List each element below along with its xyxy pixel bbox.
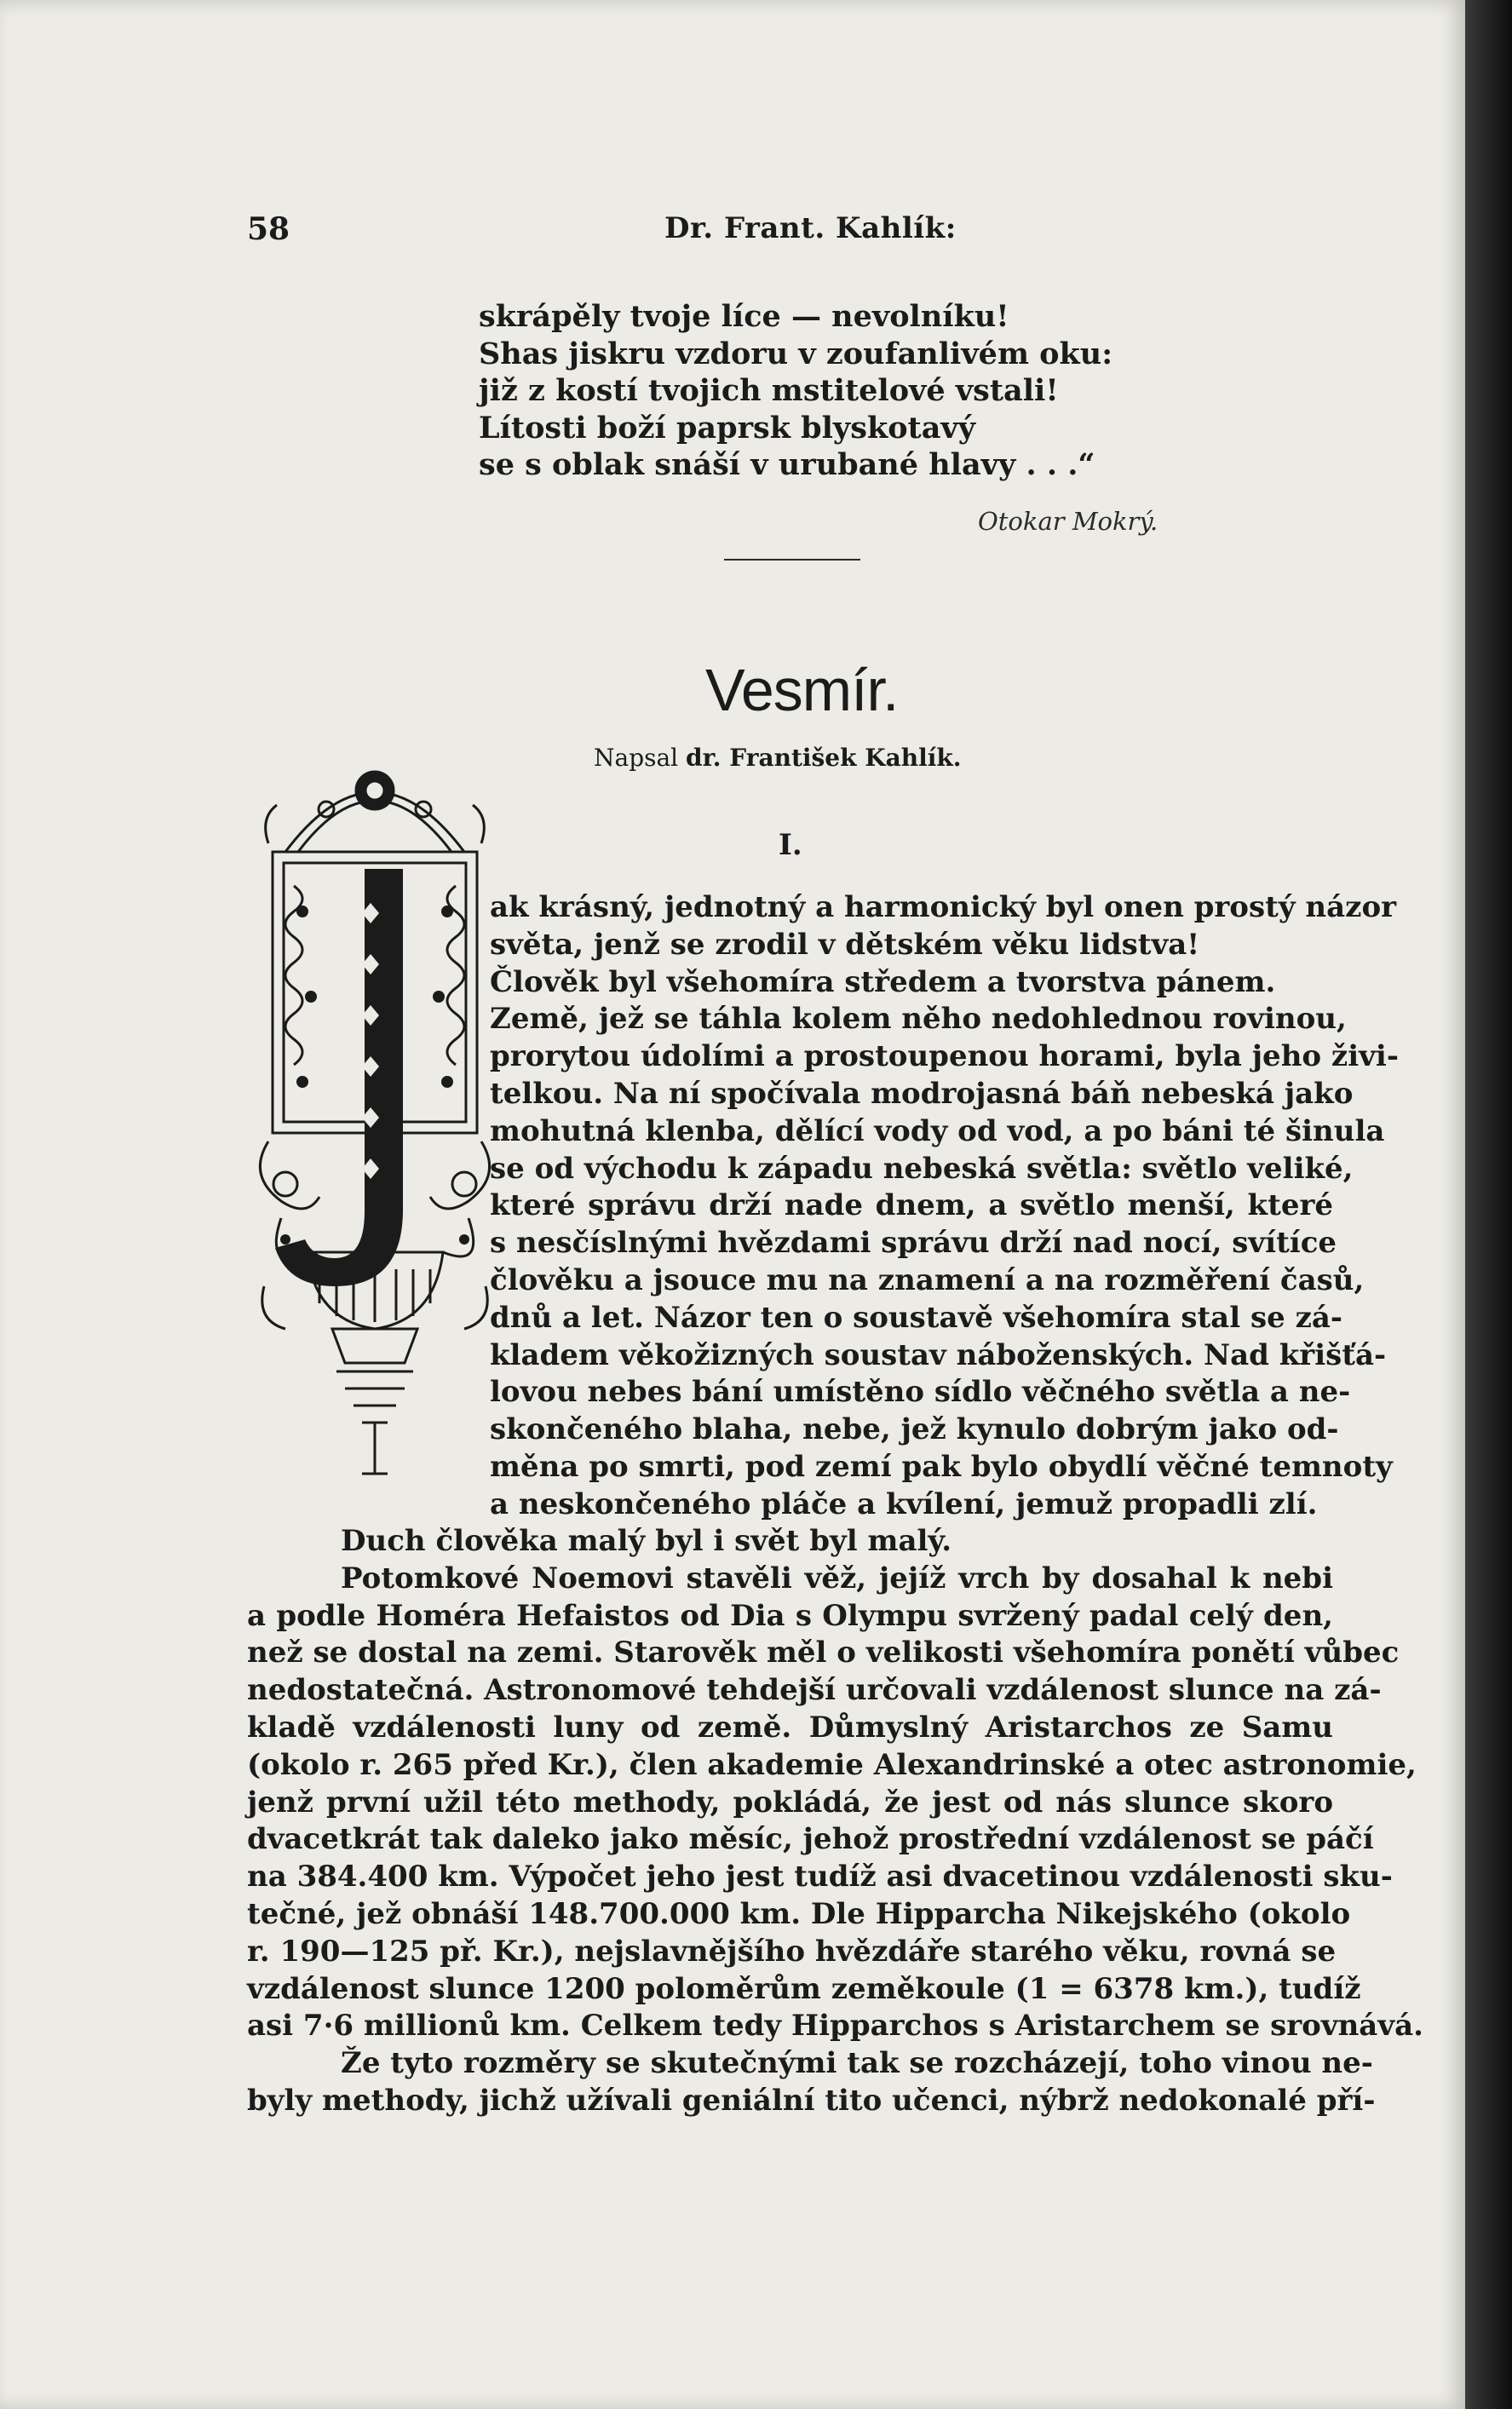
text-line: lovou nebes bání umístěno sídlo věčného světla a ne- <box>490 1375 1351 1410</box>
section-number: I. <box>779 828 802 862</box>
text-line: než se dostal na zemi. Starověk měl o velikosti všehomíra ponětí vůbec <box>247 1636 1400 1670</box>
text-line: Člověk byl všehomíra středem a tvorstva pánem. <box>490 964 1276 999</box>
text-line: a podle Homéra Hefaistos od Dia s Olympu svržený padal celý den, <box>247 1598 1333 1633</box>
text-line: jenž první užil této methody, pokládá, že jest od nás slunce skoro <box>247 1785 1333 1820</box>
scan-edge <box>1465 0 1512 2409</box>
text-line: nedostatečná. Astronomové tehdejší určovali vzdálenost slunce na zá- <box>247 1673 1382 1708</box>
text-line: dvacetkrát tak daleko jako měsíc, jehož prostřední vzdálenost se páčí <box>247 1822 1374 1857</box>
text-line: (okolo r. 265 před Kr.), člen akademie Alexandrinské a otec astronomie, <box>247 1747 1417 1782</box>
paragraph-intro <box>490 889 1399 1524</box>
text-line: které správu drží nade dnem, a světlo menší, které <box>490 1188 1333 1223</box>
poem-line: Lítosti boží paprsk blyskotavý <box>479 410 976 446</box>
text-line: na 384.400 km. Výpočet jeho jest tudíž asi dvacetinou vzdálenosti sku- <box>247 1860 1393 1894</box>
article-title: Vesmír. <box>705 657 899 723</box>
text-line: byly methody, jichž užívali geniální tito učenci, nýbrž nedokonalé pří- <box>247 2083 1376 2118</box>
text-line: Země, jež se táhla kolem něho nedohlednou rovinou, <box>490 1002 1347 1037</box>
page-header <box>247 211 1354 262</box>
poem-line: již z kostí tvojich mstitelové vstali! <box>479 373 1059 408</box>
text-line: vzdálenost slunce 1200 poloměrům zeměkoule (1 = 6378 km.), tudíž <box>247 1971 1361 2006</box>
text-line: asi 7·6 millionů km. Celkem tedy Hipparchos s Aristarchem se srovnává. <box>247 2009 1423 2044</box>
text-line: Potomkové Noemovi stavěli věž, jejíž vrch by dosahal k nebi <box>341 1561 1333 1595</box>
text-line: kladem věkožizných soustav náboženských. Nad křišťá- <box>490 1337 1387 1372</box>
poem-excerpt <box>479 298 1112 484</box>
text-line: tečné, jež obnáší 148.700.000 km. Dle Hipparcha Nikejského (okolo <box>247 1896 1351 1931</box>
text-line: s nesčíslnými hvězdami správu drží nad nocí, svítíce <box>490 1226 1337 1261</box>
text-line: se od východu k západu nebeská světla: světlo veliké, <box>490 1151 1354 1186</box>
poem-line: Shas jiskru vzdoru v zoufanlivém oku: <box>479 336 1113 371</box>
poem-attribution: Otokar Mokrý. <box>978 507 1158 536</box>
poem-line: skrápěly tvoje líce — nevolníku! <box>479 299 1009 334</box>
text-line: ak krásný, jednotný a harmonický byl onen prostý názor <box>490 890 1397 924</box>
section-divider <box>724 559 860 561</box>
ornamental-initial <box>251 741 498 1508</box>
byline-prefix: Napsal <box>594 744 679 772</box>
ornament-icon <box>251 741 498 1508</box>
text-line: mohutná klenba, dělící vody od vod, a po báni té šinula <box>490 1113 1385 1148</box>
text-line: dnů a let. Názor ten o soustavě všehomíra stal se zá- <box>490 1300 1343 1335</box>
text-line: prorytou údolími a prostoupenou horami, byla jeho živi- <box>490 1039 1399 1074</box>
page-number: 58 <box>247 211 290 247</box>
text-line: Duch člověka malý byl i svět byl malý. <box>341 1524 952 1558</box>
running-head: Dr. Frant. Kahlík: <box>664 211 957 245</box>
text-line: Že tyto rozměry se skutečnými tak se rozcházejí, toho vinou ne- <box>341 2046 1373 2081</box>
poem-line: se s oblak snáší v urubané hlavy . . .“ <box>479 447 1095 482</box>
text-line: telkou. Na ní spočívala modrojasná báň nebeská jako <box>490 1076 1354 1111</box>
byline-author: dr. František Kahlík. <box>686 744 962 772</box>
text-line: skončeného blaha, nebe, jež kynulo dobrým jako od- <box>490 1412 1339 1447</box>
text-line: kladě vzdálenosti luny od země. Důmyslný Aristarchos ze Samu <box>247 1710 1333 1745</box>
text-line: měna po smrti, pod zemí pak bylo obydlí věčné temnoty <box>490 1449 1393 1484</box>
text-line: světa, jenž se zrodil v dětském věku lidstva! <box>490 927 1200 962</box>
text-line: r. 190—125 př. Kr.), nejslavnějšího hvězdáře starého věku, rovná se <box>247 1934 1337 1969</box>
byline <box>594 744 962 772</box>
text-line: a neskončeného pláče a kvílení, jemuž propadli zlí. <box>490 1486 1318 1521</box>
paragraphs-main <box>247 1523 1423 2120</box>
text-line: člověku a jsouce mu na znamení a na rozměření časů, <box>490 1262 1365 1297</box>
